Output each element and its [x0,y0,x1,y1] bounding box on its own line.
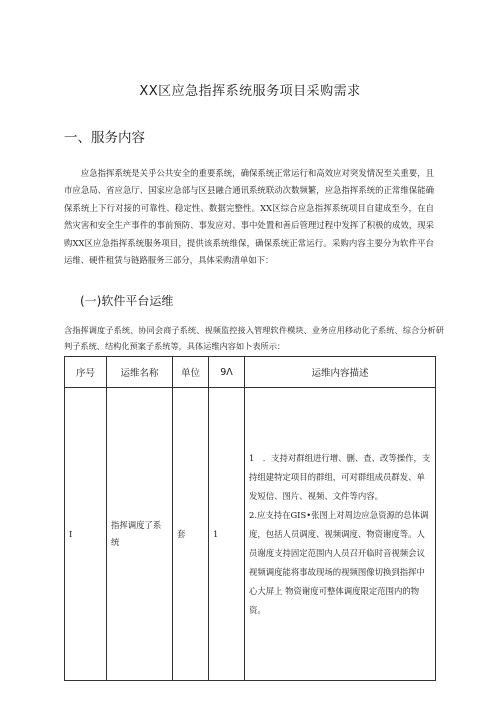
desc-item-1: 1 ．支持对群组进行增、删、查、改等操作，支持组建特定项目的群组，可对群组成员群发、单发短信、图片、视频、文件等内容。 [249,452,431,501]
section-heading-service-content: 一、服务内容 [64,130,145,146]
subsection-heading-software-ops: (一)软件平台运维 [80,294,174,308]
header-name: 运维名称 [107,357,173,388]
table-row [65,388,436,681]
section-paragraph: 应急指挥系统是关乎公共安全的重要系统，确保系统正常运行和高效应对突发情况至关重要，且市应急局、省应急厅、国家应急部与区县融合通讯系统联动次数频繁，应急指挥系统的正常维保能确保系统上下行对接的可靠性、稳定性、数据完整性。XX区综合应急指挥系统项目自建成至今，在自然灾害和安全生产事件的事前预防、事发应对、事中处置和善后管理过程中发挥了积极的成效，现采购XX区应急指挥系统服务项目，提供该系统维保，确保系统正常运行。采购内容主要分为软件平台运维、硬件租赁与链路服务三部分，具体采购清单如下： [64,168,434,266]
table-header-row [65,357,436,388]
cell-no: I [65,388,107,681]
service-table [64,356,436,681]
cell-unit: 套 [173,388,209,681]
header-qty: 9Λ [209,357,245,388]
header-no: 序号 [65,357,107,388]
header-unit: 单位 [173,357,209,388]
cell-qty: 1 [209,388,245,681]
cell-desc [245,388,436,681]
cell-name: 指挥调度了系统 [107,388,173,681]
document-title: XX区应急指挥系统服务项目采购需求 [139,84,361,99]
desc-item-2: 2.应支持在GIS•张图上对周边应急资源的总体调度，包括人员调度、视频调度、物资谢度等。人员谢度支持固定范围内人员召开临时音视频会议 视频调度能将事故现场的视频图像切换到指挥中心大屏上 物资谢度可整体调度限定范围内的物资。 [249,509,429,615]
header-desc: 运维内容描述 [245,357,436,388]
subsection-intro: 含指挥调度子系统、协同会商子系统、视频监控接入管理软件模块、业务应用移动化子系统、综合分析研判子系统、结构化预案子系统等，具体运维内容如卜表所示： [64,325,444,351]
